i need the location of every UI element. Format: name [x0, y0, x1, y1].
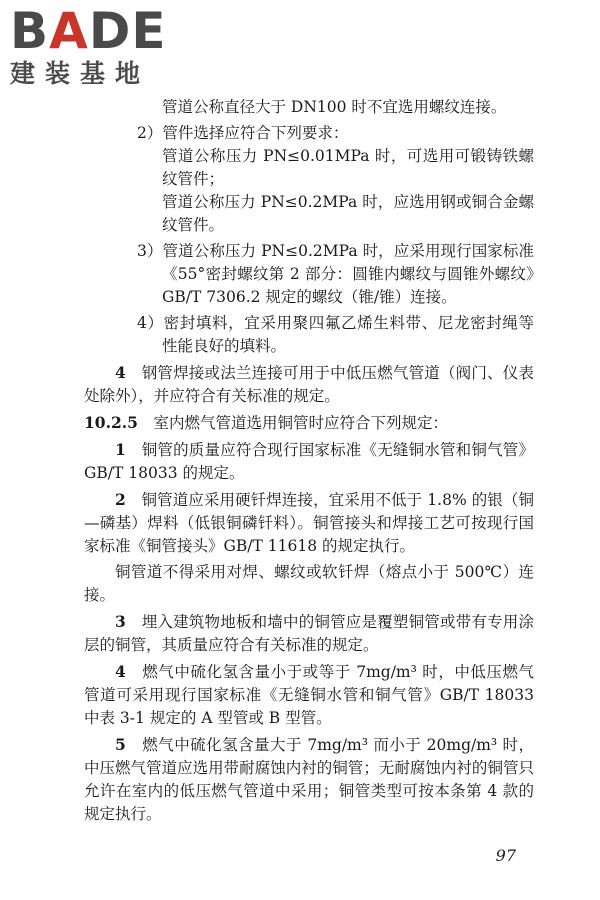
logo-wordmark: BADE: [10, 2, 167, 60]
clause-2-restriction: 铜管道不得采用对焊、螺纹或软钎焊（熔点小于 500℃）连接。: [84, 563, 534, 604]
sub-item-2: 2）管件选择应符合下列要求：: [137, 124, 349, 142]
document-body: [84, 96, 534, 826]
logo-accent-letter: A: [49, 2, 89, 60]
sub-item-3: 3）管道公称压力 PN≤0.2MPa 时，应采用现行国家标准《55°密封螺纹第 2 部分：圆锥内螺纹与圆锥外螺纹》GB/T 7306.2 规定的螺纹（锥/锥）连接。: [137, 242, 534, 306]
clause-4-h2s-low: 4 燃气中硫化氢含量小于或等于 7mg/m³ 时，中低压燃气管道可采用现行国家标准《无缝铜水管和铜气管》GB/T 18033 中表 3-1 规定的 A 型管或 B 型管。: [84, 662, 534, 727]
page-number: 97: [495, 846, 516, 865]
brand-logo: [10, 2, 167, 88]
clause-4-steel-welding: 4 钢管焊接或法兰连接可用于中低压燃气管道（阀门、仪表处除外），并应符合有关标准的规定。: [84, 363, 534, 405]
clause-1-copper-quality: 1 铜管的质量应符合现行国家标准《无缝铜水管和铜气管》GB/T 18033 的规定。: [84, 440, 534, 482]
sub-item-2-line-a: 管道公称压力 PN≤0.01MPa 时，可选用可锻铸铁螺纹管件；: [162, 147, 534, 188]
logo-subtitle: 建装基地: [10, 59, 151, 88]
sub-item-4: 4）密封填料，宜采用聚四氟乙烯生料带、尼龙密封绳等性能良好的填料。: [137, 314, 534, 355]
sub-item-2-line-b: 管道公称压力 PN≤0.2MPa 时，应选用钢或铜合金螺纹管件。: [162, 193, 534, 234]
clause-5-h2s-medium: 5 燃气中硫化氢含量大于 7mg/m³ 而小于 20mg/m³ 时，中压燃气管道应选用带耐腐蚀内衬的铜管；无耐腐蚀内衬的铜管只允许在室内的低压燃气管道中采用；铜管类型可按本条第 4 款的规定执行。: [84, 735, 534, 823]
clause-2-brazing: 2 铜管道应采用硬钎焊连接，宜采用不低于 1.8% 的银（铜—磷基）焊料（低银铜磷钎料）。铜管接头和焊接工艺可按现行国家标准《铜管接头》GB/T 11618 的规定执行。: [84, 490, 534, 555]
section-10-2-5: 10.2.5 室内燃气管道选用铜管时应符合下列规定：: [84, 413, 448, 432]
clause-3-embedded-copper: 3 埋入建筑物地板和墙中的铜管应是覆塑铜管或带有专用涂层的铜管，其质量应符合有关标准的规定。: [84, 612, 534, 654]
text-line-dn100: 管道公称直径大于 DN100 时不宜选用螺纹连接。: [162, 98, 507, 116]
